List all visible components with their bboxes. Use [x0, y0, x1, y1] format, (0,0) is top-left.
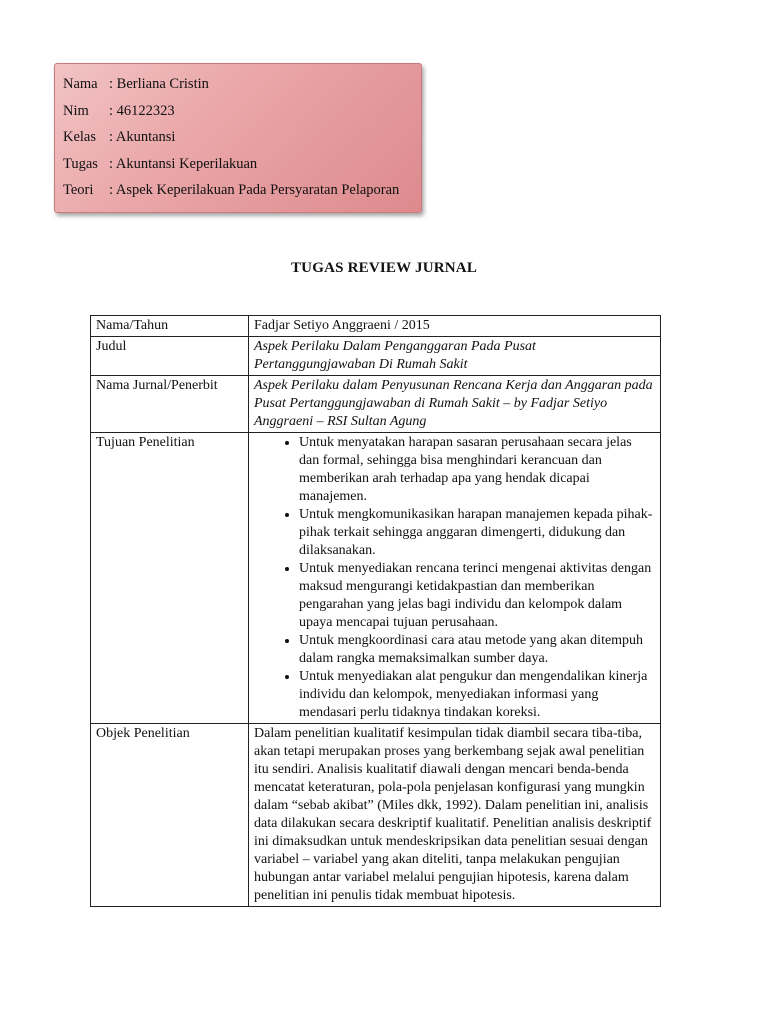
student-identity-box	[54, 63, 422, 213]
table-row	[91, 337, 661, 376]
row-value	[249, 433, 661, 724]
identity-value: : Akuntansi	[109, 129, 176, 145]
row-value: Aspek Perilaku dalam Penyusunan Rencana Kerja dan Anggaran pada Pusat Pertanggungjawaban di Rumah Sakit – by Fadjar Setiyo Anggraeni – RSI Sultan Agung	[249, 376, 661, 433]
row-label: Nama/Tahun	[91, 316, 249, 337]
identity-label: Tugas	[63, 155, 98, 172]
identity-label: Nim	[63, 102, 89, 119]
identity-row-nim	[63, 101, 421, 128]
identity-label: Nama	[63, 76, 98, 92]
list-item: • Untuk menyediakan rencana terinci mengenai aktivitas dengan maksud mengurangi ketidakpastian dan memberikan pengarahan yang jelas bagi individu dan kelompok dalam upaya mencapai tujuan perusahaan.	[299, 560, 655, 632]
row-label: Objek Penelitian	[91, 724, 249, 907]
research-goals-list	[254, 434, 655, 722]
row-value: Aspek Perilaku Dalam Penganggaran Pada Pusat Pertanggungjawaban Di Rumah Sakit	[249, 337, 661, 376]
identity-row-tugas	[63, 154, 421, 181]
list-item: • Untuk mengkoordinasi cara atau metode yang akan ditempuh dalam rangka memaksimalkan sumber daya.	[299, 632, 655, 668]
table-row	[91, 376, 661, 433]
list-item: • Untuk menyatakan harapan sasaran perusahaan secara jelas dan formal, sehingga bisa menghindari kerancuan dan memberikan arah terhadap apa yang hendak dicapai manajemen.	[299, 434, 655, 506]
table-row	[91, 433, 661, 724]
identity-row-teori	[63, 180, 421, 207]
list-item: • Untuk menyediakan alat pengukur dan mengendalikan kinerja individu dan kelompok, menyediakan informasi yang mendasari perlu tidaknya tindakan koreksi.	[299, 668, 655, 722]
row-label: Nama Jurnal/Penerbit	[91, 376, 249, 433]
row-label: Tujuan Penelitian	[91, 433, 249, 724]
row-value: Fadjar Setiyo Anggraeni / 2015	[249, 316, 661, 337]
identity-value: : Akuntansi Keperilakuan	[109, 155, 258, 172]
table-row	[91, 724, 661, 907]
document-title: TUGAS REVIEW JURNAL	[290, 260, 478, 276]
table-row	[91, 316, 661, 337]
identity-row-nama	[63, 74, 421, 101]
list-item: • Untuk mengkomunikasikan harapan manajemen kepada pihak-pihak terkait sehingga anggaran dimengerti, didukung dan dilaksanakan.	[299, 506, 655, 560]
row-label: Judul	[91, 337, 249, 376]
row-value: Dalam penelitian kualitatif kesimpulan tidak diambil secara tiba-tiba, akan tetapi merupakan proses yang berkembang sejak awal penelitian itu sendiri. Analisis kualitatif diawali dengan mencari benda-benda mencatat keteraturan, pola-pola penjelasan konfigurasi yang mungkin dalam “sebab akibat” (Miles dkk, 1992). Dalam penelitian ini, analisis data dilakukan secara deskriptif kualitatif. Penelitian analisis deskriptif ini dimaksudkan untuk mendeskripsikan data penelitian sesuai dengan variabel – variabel yang akan diteliti, tanpa melakukan pengujian hubungan antar variabel melalui pengujian hipotesis, karena dalam penelitian ini penulis tidak membuat hipotesis.	[249, 724, 661, 907]
identity-value: : 46122323	[109, 102, 175, 119]
identity-value: : Berliana Cristin	[109, 76, 209, 92]
identity-row-kelas	[63, 127, 421, 154]
identity-label: Teori	[63, 182, 94, 198]
review-table	[90, 315, 661, 907]
identity-label: Kelas	[63, 129, 97, 145]
identity-value: : Aspek Keperilakuan Pada Persyaratan Pelaporan	[109, 182, 400, 198]
